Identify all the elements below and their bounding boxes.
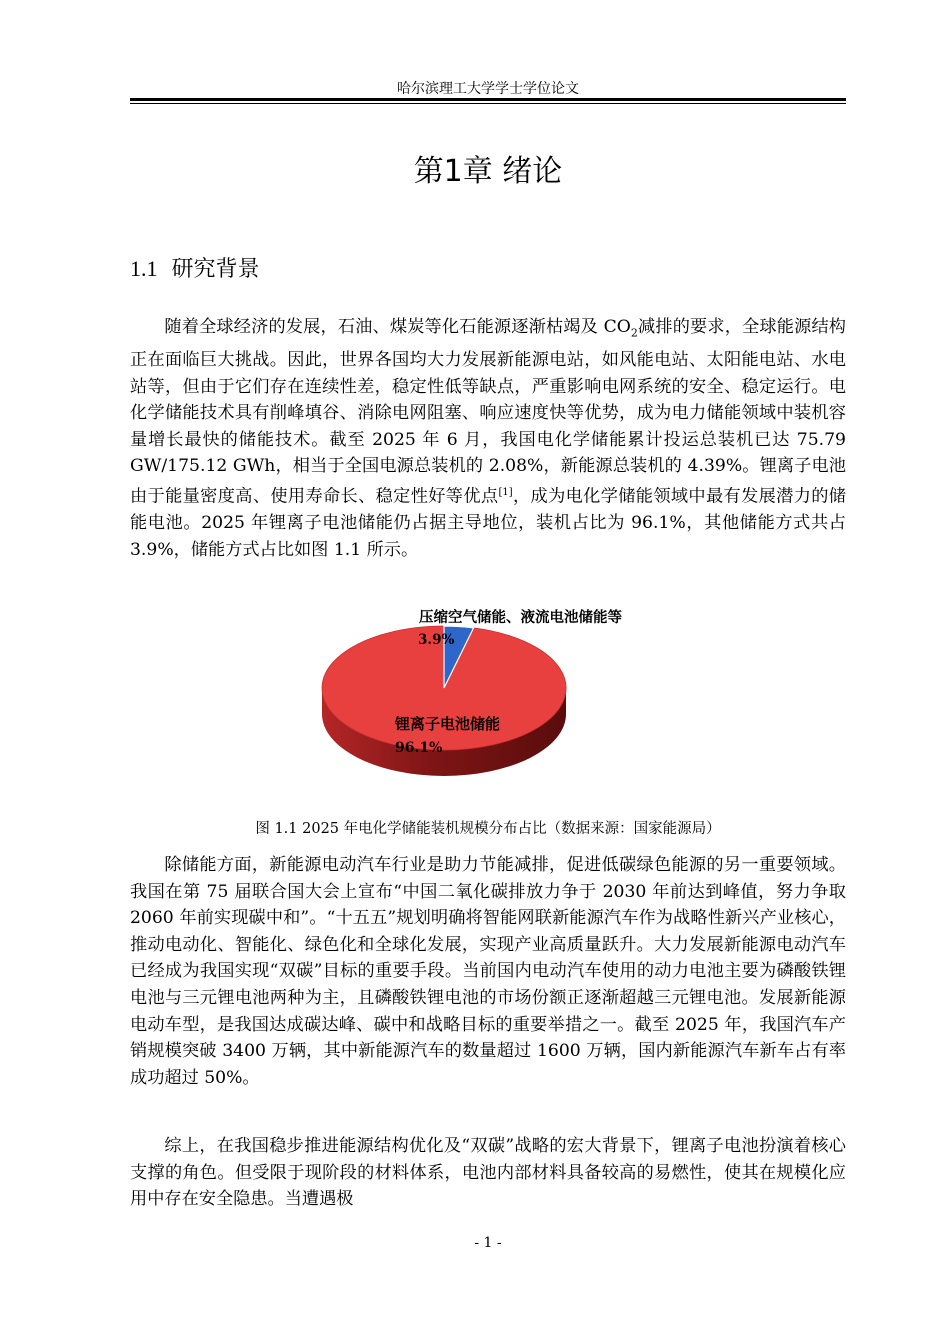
slice-label-lithium-name: 锂离子电池储能 xyxy=(395,715,501,733)
paragraph-2: 除储能方面，新能源电动汽车行业是助力节能减排，促进低碳绿色能源的另一重要领域。我国在第 75 届联合国大会上宣布“中国二氧化碳排放力争于 2030 年前达到峰值，努力争取 2060 年前实现碳中和”。“十五五”规划明确将智能网联新能源汽车作为战略性新兴产业核心，推动电动化、智能化、绿色化和全球化发展，实现产业高质量跃升。大力发展新能源电动汽车已经成为我国实现“双碳”目标的重要手段。当前国内电动汽车使用的动力电池主要为磷酸铁锂电池与三元锂电池两种为主，且磷酸铁锂电池的市场份额正逐渐超越三元锂电池。发展新能源电动车型，是我国达成碳达峰、碳中和战略目标的重要举措之一。截至 2025 年，我国汽车产销规模突破 3400 万辆，其中新能源汽车的数量超过 1600 万辆，国内新能源汽车新车占有率成功超过 50%。 xyxy=(130,855,846,1088)
pie-chart xyxy=(300,604,680,814)
slice-label-other-value: 3.9% xyxy=(418,632,455,648)
figure-caption: 图 1.1 2025 年电化学储能装机规模分布占比（数据来源：国家能源局） xyxy=(255,821,721,837)
section-title xyxy=(130,252,260,287)
paragraph-1-text-c: ，成为电化学储能领域中最有发展潜力的储能电池。2025 年锂离子电池储能仍占据主导地位，装机占比为 96.1%，其他储能方式共占 3.9%，储能方式占比如图 1.1 所示。 xyxy=(130,486,846,560)
page-number: - 1 - xyxy=(474,1235,502,1251)
citation-ref[interactable]: [1] xyxy=(498,487,513,498)
running-header: 哈尔滨理工大学学士学位论文 xyxy=(397,81,579,97)
header-rule-thin xyxy=(130,103,846,104)
slice-label-lithium-value: 96.1% xyxy=(395,740,443,756)
paragraph-1-text-a: 随着全球经济的发展，石油、煤炭等化石能源逐渐枯竭及 CO xyxy=(164,317,631,337)
section-title-text: 研究背景 xyxy=(171,257,260,282)
header-rule xyxy=(130,98,846,101)
paragraph-1 xyxy=(130,314,846,564)
chapter-title: 第1章 绪论 xyxy=(413,154,563,189)
paragraph-3: 综上，在我国稳步推进能源结构优化及“双碳”战略的宏大背景下，锂离子电池扮演着核心支撑的角色。但受限于现阶段的材料体系，电池内部材料具备较高的易燃性，使其在规模化应用中存在安全隐患。当遭遇极 xyxy=(130,1136,846,1210)
section-number: 1.1 xyxy=(130,256,158,281)
pie-chart-figure xyxy=(300,604,680,814)
slice-label-other-name: 压缩空气储能、液流电池储能等 xyxy=(419,609,622,626)
co2-subscript: 2 xyxy=(630,326,638,340)
paragraph-1-text-b: 减排的要求，全球能源结构正在面临巨大挑战。因此，世界各国均大力发展新能源电站，如风能电站、太阳能电站、水电站等，但由于它们存在连续性差，稳定性低等缺点，严重影响电网系统的安全、稳定运行。电化学储能技术具有削峰填谷、消除电网阻塞、响应速度快等优势，成为电力储能领域中装机容量增长最快的储能技术。截至 2025 年 6 月，我国电化学储能累计投运总装机已达 75.79 GW/175.12 GWh，相当于全国电源总装机的 2.08%，新能源总装机的 4.39%。锂离子电池由于能量密度高、使用寿命长、稳定性好等优点 xyxy=(130,317,846,507)
